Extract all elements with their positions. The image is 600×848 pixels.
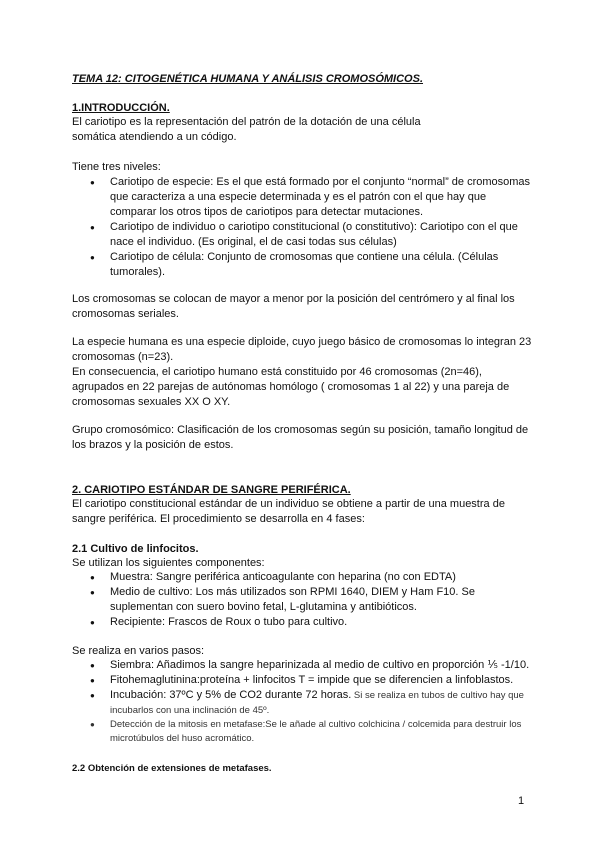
list-item (72, 688, 532, 718)
section-2-intro: El cariotipo constitucional estándar de un individuo se obtiene a partir de una muestra de sangre periférica. El procedimiento se desarrolla en 4 fases: (72, 498, 505, 525)
list-item: ● Muestra: Sangre periférica anticoagulante con heparina (no con EDTA) (72, 570, 532, 585)
page-number: 1 (518, 795, 525, 807)
chromosome-order-paragraph: Los cromosomas se colocan de mayor a menor por la posición del centrómero y al final los cromosomas seriales. (72, 293, 515, 320)
incubation-lead: Incubación: 37ºC y 5% de CO2 durante 72 horas. (110, 689, 352, 701)
chromosome-group-paragraph: Grupo cromosómico: Clasificación de los cromosomas según su posición, tamaño longitud de los brazos y la posición de estos. (72, 424, 529, 451)
steps-intro: Se realiza en varios pasos: (72, 645, 205, 657)
list-item: ● Medio de cultivo: Los más utilizados son RPMI 1640, DIEM y Ham F10. Se suplementan con suero bovino fetal, L-glutamina y antibióticos. (72, 585, 532, 615)
steps-list (72, 658, 532, 746)
diploid-paragraph: La especie humana es una especie diploide, cuyo juego básico de cromosomas lo integran 23 cromosomas (n=23). (72, 336, 532, 363)
intro-paragraph: El cariotipo es la representación del patrón de la dotación de una célula somática atendiendo a un código. (72, 116, 421, 143)
list-item: ● Siembra: Añadimos la sangre heparinizada al medio de cultivo en proporción ⅕ -1/10. (72, 658, 532, 673)
list-item: ● Cariotipo de especie: Es el que está formado por el conjunto “normal” de cromosomas que caracteriza a una especie determinada y es el patrón con el que hay que comparar los otros tipos de cariotipos para detectar mutaciones. (72, 175, 532, 220)
components-list (72, 570, 532, 630)
section-1-heading: 1.INTRODUCCIÓN. (72, 102, 170, 114)
list-item: ● Fitohemaglutinina:proteína + linfocitos T = impide que se diferencien a linfoblastos. (72, 673, 532, 688)
human-karyotype-paragraph: En consecuencia, el cariotipo humano está constituido por 46 cromosomas (2n=46), agrupados en 22 parejas de autónomas homólogo ( cromosomas 1 al 22) y una pareja de cromosomas sexuales XX O XY. (72, 366, 510, 408)
list-item: ● Cariotipo de célula: Conjunto de cromosomas que contiene una célula. (Células tumorales). (72, 250, 532, 280)
levels-list (72, 175, 532, 280)
components-intro: Se utilizan los siguientes componentes: (72, 557, 265, 569)
section-2-heading: 2. CARIOTIPO ESTÁNDAR DE SANGRE PERIFÉRICA. (72, 484, 351, 496)
document-title: TEMA 12: CITOGENÉTICA HUMANA Y ANÁLISIS CROMOSÓMICOS. (72, 73, 424, 85)
subsection-2-2-heading: 2.2 Obtención de extensiones de metafases. (72, 763, 272, 774)
incubation-detail: Si se realiza en tubos de cultivo hay que incubarlos con una inclinación de 45º. (110, 690, 524, 716)
list-item: ● Detección de la mitosis en metafase:Se le añade al cultivo colchicina / colcemida para destruir los microtúbulos del huso acromático. (72, 718, 532, 746)
levels-intro: Tiene tres niveles: (72, 161, 161, 173)
list-item: ● Recipiente: Frascos de Roux o tubo para cultivo. (72, 615, 532, 630)
subsection-2-1-heading: 2.1 Cultivo de linfocitos. (72, 543, 199, 555)
list-item: ● Cariotipo de individuo o cariotipo constitucional (o constitutivo): Cariotipo con el que nace el individuo. (Es original, el de casi todas sus células) (72, 220, 532, 250)
